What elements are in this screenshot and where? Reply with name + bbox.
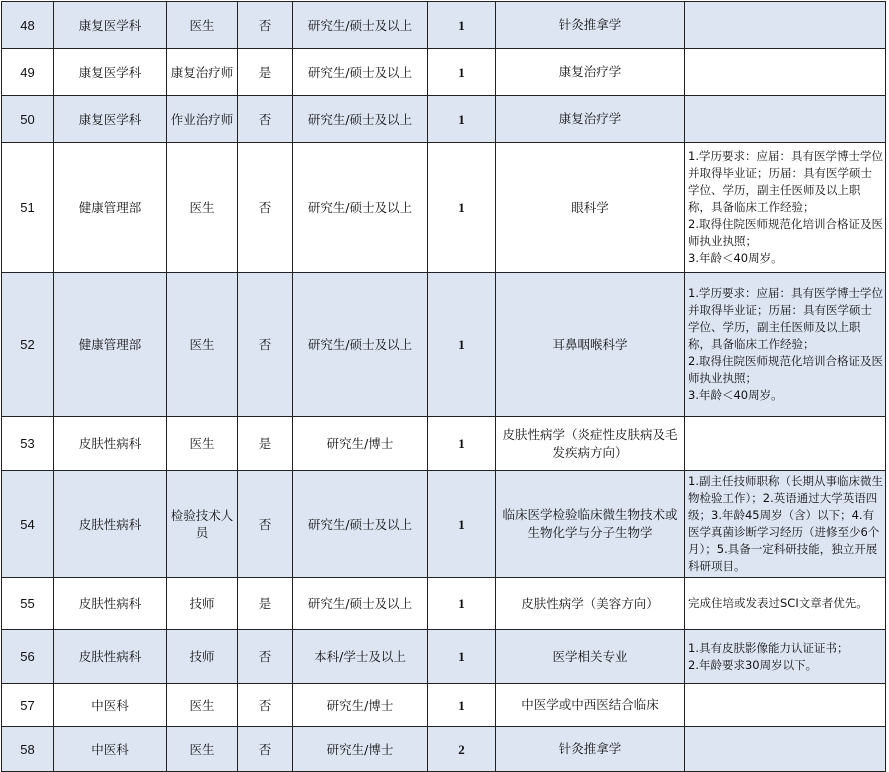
row-number: 54 [2,471,54,578]
headcount: 1 [428,273,496,417]
flag: 是 [238,578,293,630]
row-number: 58 [2,727,54,772]
flag: 否 [238,143,293,273]
table-row [2,727,886,772]
table-row [2,630,886,684]
table-row [2,417,886,471]
requirements [685,727,886,772]
headcount: 1 [428,578,496,630]
education: 研究生/硕士及以上 [293,96,428,143]
major: 皮肤性病学（美容方向） [496,578,685,630]
table-row [2,684,886,727]
major: 医学相关专业 [496,630,685,684]
row-number: 57 [2,684,54,727]
department: 康复医学科 [54,96,167,143]
major: 康复治疗学 [496,49,685,96]
department: 皮肤性病科 [54,578,167,630]
major: 针灸推拿学 [496,2,685,49]
position: 康复治疗师 [167,49,238,96]
requirements: 1.学历要求：应届：具有医学博士学位并取得毕业证；历届：具有医学硕士学位、学历，副主任医师及以上职称，具备临床工作经验； 2.取得住院医师规范化培训合格证及医师执业执照； 3.年龄＜40周岁。 [685,143,886,273]
row-number: 52 [2,273,54,417]
table-row [2,471,886,578]
major: 中医学或中西医结合临床 [496,684,685,727]
department: 中医科 [54,684,167,727]
department: 健康管理部 [54,143,167,273]
education: 研究生/博士 [293,727,428,772]
requirements: 1.学历要求：应届：具有医学博士学位并取得毕业证；历届：具有医学硕士学位、学历，副主任医师及以上职称，具备临床工作经验； 2.取得住院医师规范化培训合格证及医师执业执照； 3.年龄＜40周岁。 [685,273,886,417]
row-number: 51 [2,143,54,273]
flag: 否 [238,471,293,578]
department: 皮肤性病科 [54,417,167,471]
department: 康复医学科 [54,49,167,96]
department: 健康管理部 [54,273,167,417]
position: 医生 [167,143,238,273]
position: 医生 [167,273,238,417]
row-number: 56 [2,630,54,684]
flag: 是 [238,417,293,471]
requirements [685,684,886,727]
major: 临床医学检验临床微生物技术或生物化学与分子生物学 [496,471,685,578]
position: 医生 [167,684,238,727]
education: 研究生/博士 [293,684,428,727]
headcount: 1 [428,143,496,273]
flag: 否 [238,630,293,684]
education: 研究生/硕士及以上 [293,49,428,96]
major: 针灸推拿学 [496,727,685,772]
requirements [685,417,886,471]
headcount: 1 [428,471,496,578]
flag: 是 [238,49,293,96]
position: 技师 [167,630,238,684]
department: 康复医学科 [54,2,167,49]
headcount: 1 [428,2,496,49]
requirements [685,49,886,96]
major: 耳鼻咽喉科学 [496,273,685,417]
flag: 否 [238,727,293,772]
table-row [2,273,886,417]
headcount: 1 [428,96,496,143]
table-row [2,96,886,143]
department: 中医科 [54,727,167,772]
education: 研究生/硕士及以上 [293,578,428,630]
table-row [2,578,886,630]
flag: 否 [238,273,293,417]
education: 研究生/硕士及以上 [293,2,428,49]
flag: 否 [238,96,293,143]
table-row [2,2,886,49]
flag: 否 [238,684,293,727]
headcount: 1 [428,684,496,727]
table-row [2,49,886,96]
position: 检验技术人员 [167,471,238,578]
requirements [685,2,886,49]
row-number: 55 [2,578,54,630]
major: 康复治疗学 [496,96,685,143]
requirements: 1.副主任技师职称（长期从事临床微生物检验工作）；2.英语通过大学英语四级；3.年龄45周岁（含）以下；4.有医学真菌诊断学习经历（进修至少6个月）；5.具备一定科研技能，独立开展科研项目。 [685,471,886,578]
education: 研究生/硕士及以上 [293,471,428,578]
position: 技师 [167,578,238,630]
row-number: 53 [2,417,54,471]
education: 研究生/硕士及以上 [293,143,428,273]
flag: 否 [238,2,293,49]
department: 皮肤性病科 [54,471,167,578]
position: 医生 [167,727,238,772]
row-number: 49 [2,49,54,96]
position: 作业治疗师 [167,96,238,143]
education: 本科/学士及以上 [293,630,428,684]
department: 皮肤性病科 [54,630,167,684]
headcount: 2 [428,727,496,772]
requirements: 1.具有皮肤影像能力认证证书； 2.年龄要求30周岁以下。 [685,630,886,684]
major: 眼科学 [496,143,685,273]
recruitment-table [1,1,886,772]
table-row [2,143,886,273]
education: 研究生/博士 [293,417,428,471]
position: 医生 [167,417,238,471]
row-number: 48 [2,2,54,49]
requirements: 完成住培或发表过SCI文章者优先。 [685,578,886,630]
major: 皮肤性病学（炎症性皮肤病及毛发疾病方向） [496,417,685,471]
headcount: 1 [428,49,496,96]
headcount: 1 [428,630,496,684]
position: 医生 [167,2,238,49]
headcount: 1 [428,417,496,471]
requirements [685,96,886,143]
education: 研究生/硕士及以上 [293,273,428,417]
row-number: 50 [2,96,54,143]
